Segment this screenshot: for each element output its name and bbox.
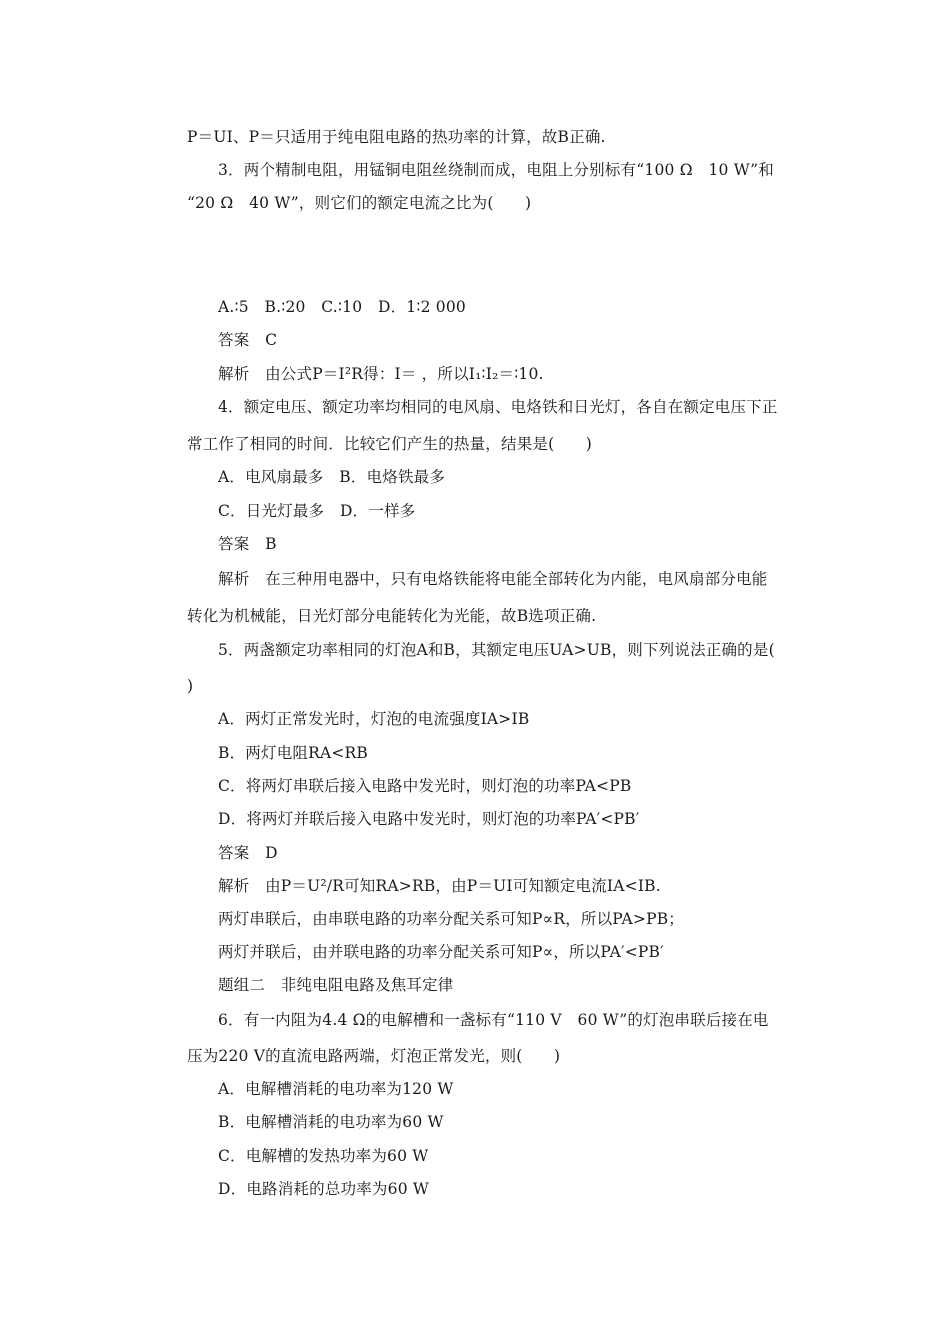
question-4-options-cd: C．日光灯最多 D．一样多: [218, 502, 416, 520]
question-5-option-b: B．两灯电阻RA<RB: [218, 744, 369, 762]
question-6-stem-cont: 压为220 V的直流电路两端，灯泡正常发光，则( ): [187, 1047, 561, 1065]
section-heading: 题组二 非纯电阻电路及焦耳定律: [218, 976, 454, 994]
question-3-options: A.∶5 B.∶20 C.∶10 D．1∶2 000: [218, 298, 466, 316]
question-6-stem: 6．有一内阻为4.4 Ω的电解槽和一盏标有“110 V 60 W”的灯泡串联后接在电: [218, 1011, 769, 1029]
question-5-option-c: C．将两灯串联后接入电路中发光时，则灯泡的功率PA<PB: [218, 777, 632, 795]
question-4-stem: 4．额定电压、额定功率均相同的电风扇、电烙铁和日光灯，各自在额定电压下正: [218, 398, 778, 416]
answer-5: 答案 D: [218, 844, 278, 862]
question-6-option-b: B．电解槽消耗的电功率为60 W: [218, 1113, 444, 1131]
analysis-5-series: 两灯串联后，由串联电路的功率分配关系可知P∝R，所以PA>PB；: [218, 910, 684, 928]
analysis-4-cont: 转化为机械能，日光灯部分电能转化为光能，故B选项正确.: [187, 607, 597, 625]
question-5-option-a: A．两灯正常发光时，灯泡的电流强度IA>IB: [218, 710, 530, 728]
text-line: P＝UI、P＝只适用于纯电阻电路的热功率的计算，故B正确.: [187, 128, 606, 146]
question-6-option-a: A．电解槽消耗的电功率为120 W: [218, 1080, 454, 1098]
analysis-3: 解析 由公式P＝I²R得：I＝ ，所以I₁∶I₂＝∶10.: [218, 365, 544, 383]
question-3-stem-cont: “20 Ω 40 W”，则它们的额定电流之比为( ): [187, 194, 532, 212]
question-4-stem-cont: 常工作了相同的时间．比较它们产生的热量，结果是( ): [187, 435, 592, 453]
analysis-5-parallel: 两灯并联后，由并联电路的功率分配关系可知P∝，所以PA′<PB′: [218, 943, 664, 961]
answer-3: 答案 C: [218, 331, 278, 349]
question-5-stem-cont: ): [187, 677, 194, 695]
answer-4: 答案 B: [218, 535, 277, 553]
question-4-options-ab: A．电风扇最多 B．电烙铁最多: [218, 468, 446, 486]
analysis-4: 解析 在三种用电器中，只有电烙铁能将电能全部转化为内能，电风扇部分电能: [218, 570, 768, 588]
question-6-option-d: D．电路消耗的总功率为60 W: [218, 1180, 430, 1198]
question-6-option-c: C．电解槽的发热功率为60 W: [218, 1147, 429, 1165]
analysis-5: 解析 由P＝U²/R可知RA>RB，由P＝UI可知额定电流IA<IB.: [218, 877, 661, 895]
question-3-stem: 3．两个精制电阻，用锰铜电阻丝绕制而成，电阻上分别标有“100 Ω 10 W”和: [218, 161, 774, 179]
question-5-option-d: D．将两灯并联后接入电路中发光时，则灯泡的功率PA′<PB′: [218, 810, 640, 828]
question-5-stem: 5．两盏额定功率相同的灯泡A和B，其额定电压UA>UB，则下列说法正确的是(: [218, 641, 775, 659]
